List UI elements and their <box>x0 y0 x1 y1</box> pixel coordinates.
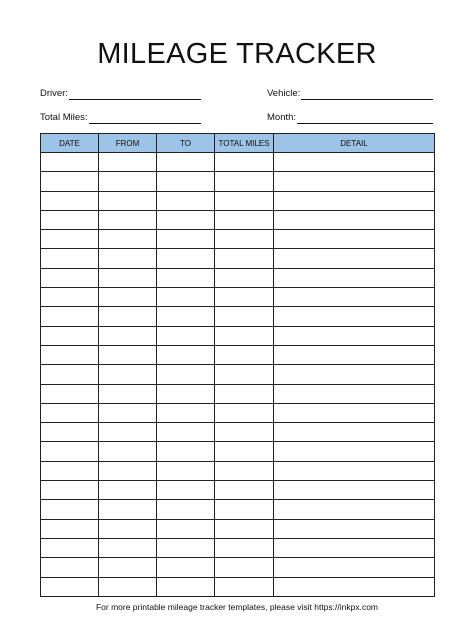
date-cell[interactable] <box>41 326 99 345</box>
from-cell[interactable] <box>99 442 157 461</box>
total-miles-cell[interactable] <box>215 500 274 519</box>
mileage-table <box>40 133 435 597</box>
to-cell[interactable] <box>157 307 215 326</box>
to-cell[interactable] <box>157 268 215 287</box>
date-cell[interactable] <box>41 307 99 326</box>
detail-cell[interactable] <box>274 558 435 577</box>
column-header-from: FROM <box>99 134 157 153</box>
driver-label: Driver: <box>40 88 68 99</box>
detail-cell[interactable] <box>274 249 435 268</box>
date-cell[interactable] <box>41 384 99 403</box>
month-label: Month: <box>267 112 297 123</box>
total-miles-cell[interactable] <box>215 481 274 500</box>
driver-line[interactable] <box>69 87 201 100</box>
total-miles-cell[interactable] <box>215 345 274 364</box>
date-cell[interactable] <box>41 577 99 596</box>
to-cell[interactable] <box>157 191 215 210</box>
total-miles-cell[interactable] <box>215 403 274 422</box>
detail-cell[interactable] <box>274 384 435 403</box>
table-body <box>41 153 435 597</box>
total-miles-cell[interactable] <box>215 210 274 229</box>
detail-cell[interactable] <box>274 172 435 191</box>
table-row <box>41 249 435 268</box>
from-cell[interactable] <box>99 249 157 268</box>
to-cell[interactable] <box>157 403 215 422</box>
column-header-total-miles: TOTAL MILES <box>215 134 274 153</box>
detail-cell[interactable] <box>274 403 435 422</box>
total-miles-cell[interactable] <box>215 307 274 326</box>
total-miles-cell[interactable] <box>215 191 274 210</box>
from-cell[interactable] <box>99 365 157 384</box>
detail-cell[interactable] <box>274 210 435 229</box>
detail-cell[interactable] <box>274 365 435 384</box>
table-row <box>41 384 435 403</box>
total-miles-cell[interactable] <box>215 538 274 557</box>
footer-note: For more printable mileage tracker templates, please visit https://inkpx.com <box>95 602 379 612</box>
to-cell[interactable] <box>157 172 215 191</box>
total-miles-cell[interactable] <box>215 172 274 191</box>
date-cell[interactable] <box>41 500 99 519</box>
date-cell[interactable] <box>41 461 99 480</box>
detail-cell[interactable] <box>274 461 435 480</box>
total-miles-cell[interactable] <box>215 288 274 307</box>
detail-cell[interactable] <box>274 153 435 172</box>
to-cell[interactable] <box>157 577 215 596</box>
table-row <box>41 481 435 500</box>
from-cell[interactable] <box>99 172 157 191</box>
table-row <box>41 268 435 287</box>
to-cell[interactable] <box>157 288 215 307</box>
table-row <box>41 442 435 461</box>
total-miles-cell[interactable] <box>215 326 274 345</box>
detail-cell[interactable] <box>274 538 435 557</box>
date-cell[interactable] <box>41 538 99 557</box>
detail-cell[interactable] <box>274 307 435 326</box>
total-miles-cell[interactable] <box>215 423 274 442</box>
from-cell[interactable] <box>99 481 157 500</box>
detail-cell[interactable] <box>274 519 435 538</box>
total-miles-cell[interactable] <box>215 461 274 480</box>
total-miles-line[interactable] <box>89 111 201 124</box>
date-cell[interactable] <box>41 345 99 364</box>
detail-cell[interactable] <box>274 191 435 210</box>
page-title: MILEAGE TRACKER <box>97 38 377 70</box>
total-miles-cell[interactable] <box>215 577 274 596</box>
to-cell[interactable] <box>157 345 215 364</box>
date-cell[interactable] <box>41 519 99 538</box>
to-cell[interactable] <box>157 481 215 500</box>
from-cell[interactable] <box>99 403 157 422</box>
detail-cell[interactable] <box>274 423 435 442</box>
vehicle-line[interactable] <box>301 87 433 100</box>
date-cell[interactable] <box>41 403 99 422</box>
to-cell[interactable] <box>157 153 215 172</box>
date-cell[interactable] <box>41 442 99 461</box>
table-row <box>41 326 435 345</box>
from-cell[interactable] <box>99 307 157 326</box>
total-miles-cell[interactable] <box>215 268 274 287</box>
detail-cell[interactable] <box>274 288 435 307</box>
date-cell[interactable] <box>41 172 99 191</box>
total-miles-cell[interactable] <box>215 519 274 538</box>
detail-cell[interactable] <box>274 481 435 500</box>
date-cell[interactable] <box>41 268 99 287</box>
from-cell[interactable] <box>99 423 157 442</box>
table-row <box>41 172 435 191</box>
to-cell[interactable] <box>157 500 215 519</box>
table-row <box>41 345 435 364</box>
detail-cell[interactable] <box>274 442 435 461</box>
date-cell[interactable] <box>41 153 99 172</box>
total-miles-cell[interactable] <box>215 153 274 172</box>
vehicle-field[interactable] <box>267 84 433 100</box>
from-cell[interactable] <box>99 558 157 577</box>
table-row <box>41 461 435 480</box>
total-miles-label: Total Miles: <box>40 112 88 123</box>
table-row <box>41 230 435 249</box>
total-miles-cell[interactable] <box>215 558 274 577</box>
from-cell[interactable] <box>99 577 157 596</box>
total-miles-cell[interactable] <box>215 384 274 403</box>
from-cell[interactable] <box>99 288 157 307</box>
from-cell[interactable] <box>99 519 157 538</box>
detail-cell[interactable] <box>274 345 435 364</box>
from-cell[interactable] <box>99 326 157 345</box>
table-row <box>41 500 435 519</box>
to-cell[interactable] <box>157 538 215 557</box>
to-cell[interactable] <box>157 326 215 345</box>
table-row <box>41 519 435 538</box>
date-cell[interactable] <box>41 365 99 384</box>
from-cell[interactable] <box>99 538 157 557</box>
table-row <box>41 288 435 307</box>
date-cell[interactable] <box>41 481 99 500</box>
column-header-to: TO <box>157 134 215 153</box>
total-miles-cell[interactable] <box>215 365 274 384</box>
from-cell[interactable] <box>99 230 157 249</box>
table-row <box>41 307 435 326</box>
vehicle-label: Vehicle: <box>267 88 301 99</box>
column-header-date: DATE <box>41 134 99 153</box>
from-cell[interactable] <box>99 384 157 403</box>
detail-cell[interactable] <box>274 577 435 596</box>
to-cell[interactable] <box>157 519 215 538</box>
date-cell[interactable] <box>41 558 99 577</box>
table-row <box>41 153 435 172</box>
date-cell[interactable] <box>41 288 99 307</box>
date-cell[interactable] <box>41 191 99 210</box>
date-cell[interactable] <box>41 423 99 442</box>
detail-cell[interactable] <box>274 230 435 249</box>
total-miles-cell[interactable] <box>215 230 274 249</box>
to-cell[interactable] <box>157 442 215 461</box>
table-row <box>41 365 435 384</box>
from-cell[interactable] <box>99 268 157 287</box>
table-row <box>41 538 435 557</box>
to-cell[interactable] <box>157 558 215 577</box>
to-cell[interactable] <box>157 365 215 384</box>
table-row <box>41 403 435 422</box>
to-cell[interactable] <box>157 384 215 403</box>
to-cell[interactable] <box>157 461 215 480</box>
to-cell[interactable] <box>157 249 215 268</box>
total-miles-field[interactable] <box>40 108 201 124</box>
from-cell[interactable] <box>99 500 157 519</box>
table-row <box>41 191 435 210</box>
table-row <box>41 210 435 229</box>
from-cell[interactable] <box>99 191 157 210</box>
to-cell[interactable] <box>157 423 215 442</box>
from-cell[interactable] <box>99 153 157 172</box>
to-cell[interactable] <box>157 230 215 249</box>
from-cell[interactable] <box>99 345 157 364</box>
month-line[interactable] <box>297 111 433 124</box>
total-miles-cell[interactable] <box>215 442 274 461</box>
detail-cell[interactable] <box>274 500 435 519</box>
detail-cell[interactable] <box>274 326 435 345</box>
date-cell[interactable] <box>41 210 99 229</box>
driver-field[interactable] <box>40 84 201 100</box>
detail-cell[interactable] <box>274 268 435 287</box>
from-cell[interactable] <box>99 210 157 229</box>
from-cell[interactable] <box>99 461 157 480</box>
total-miles-cell[interactable] <box>215 249 274 268</box>
column-header-detail: DETAIL <box>274 134 435 153</box>
table-row <box>41 577 435 596</box>
to-cell[interactable] <box>157 210 215 229</box>
month-field[interactable] <box>267 108 433 124</box>
date-cell[interactable] <box>41 230 99 249</box>
table-row <box>41 558 435 577</box>
table-header-row <box>41 134 435 153</box>
date-cell[interactable] <box>41 249 99 268</box>
table-row <box>41 423 435 442</box>
